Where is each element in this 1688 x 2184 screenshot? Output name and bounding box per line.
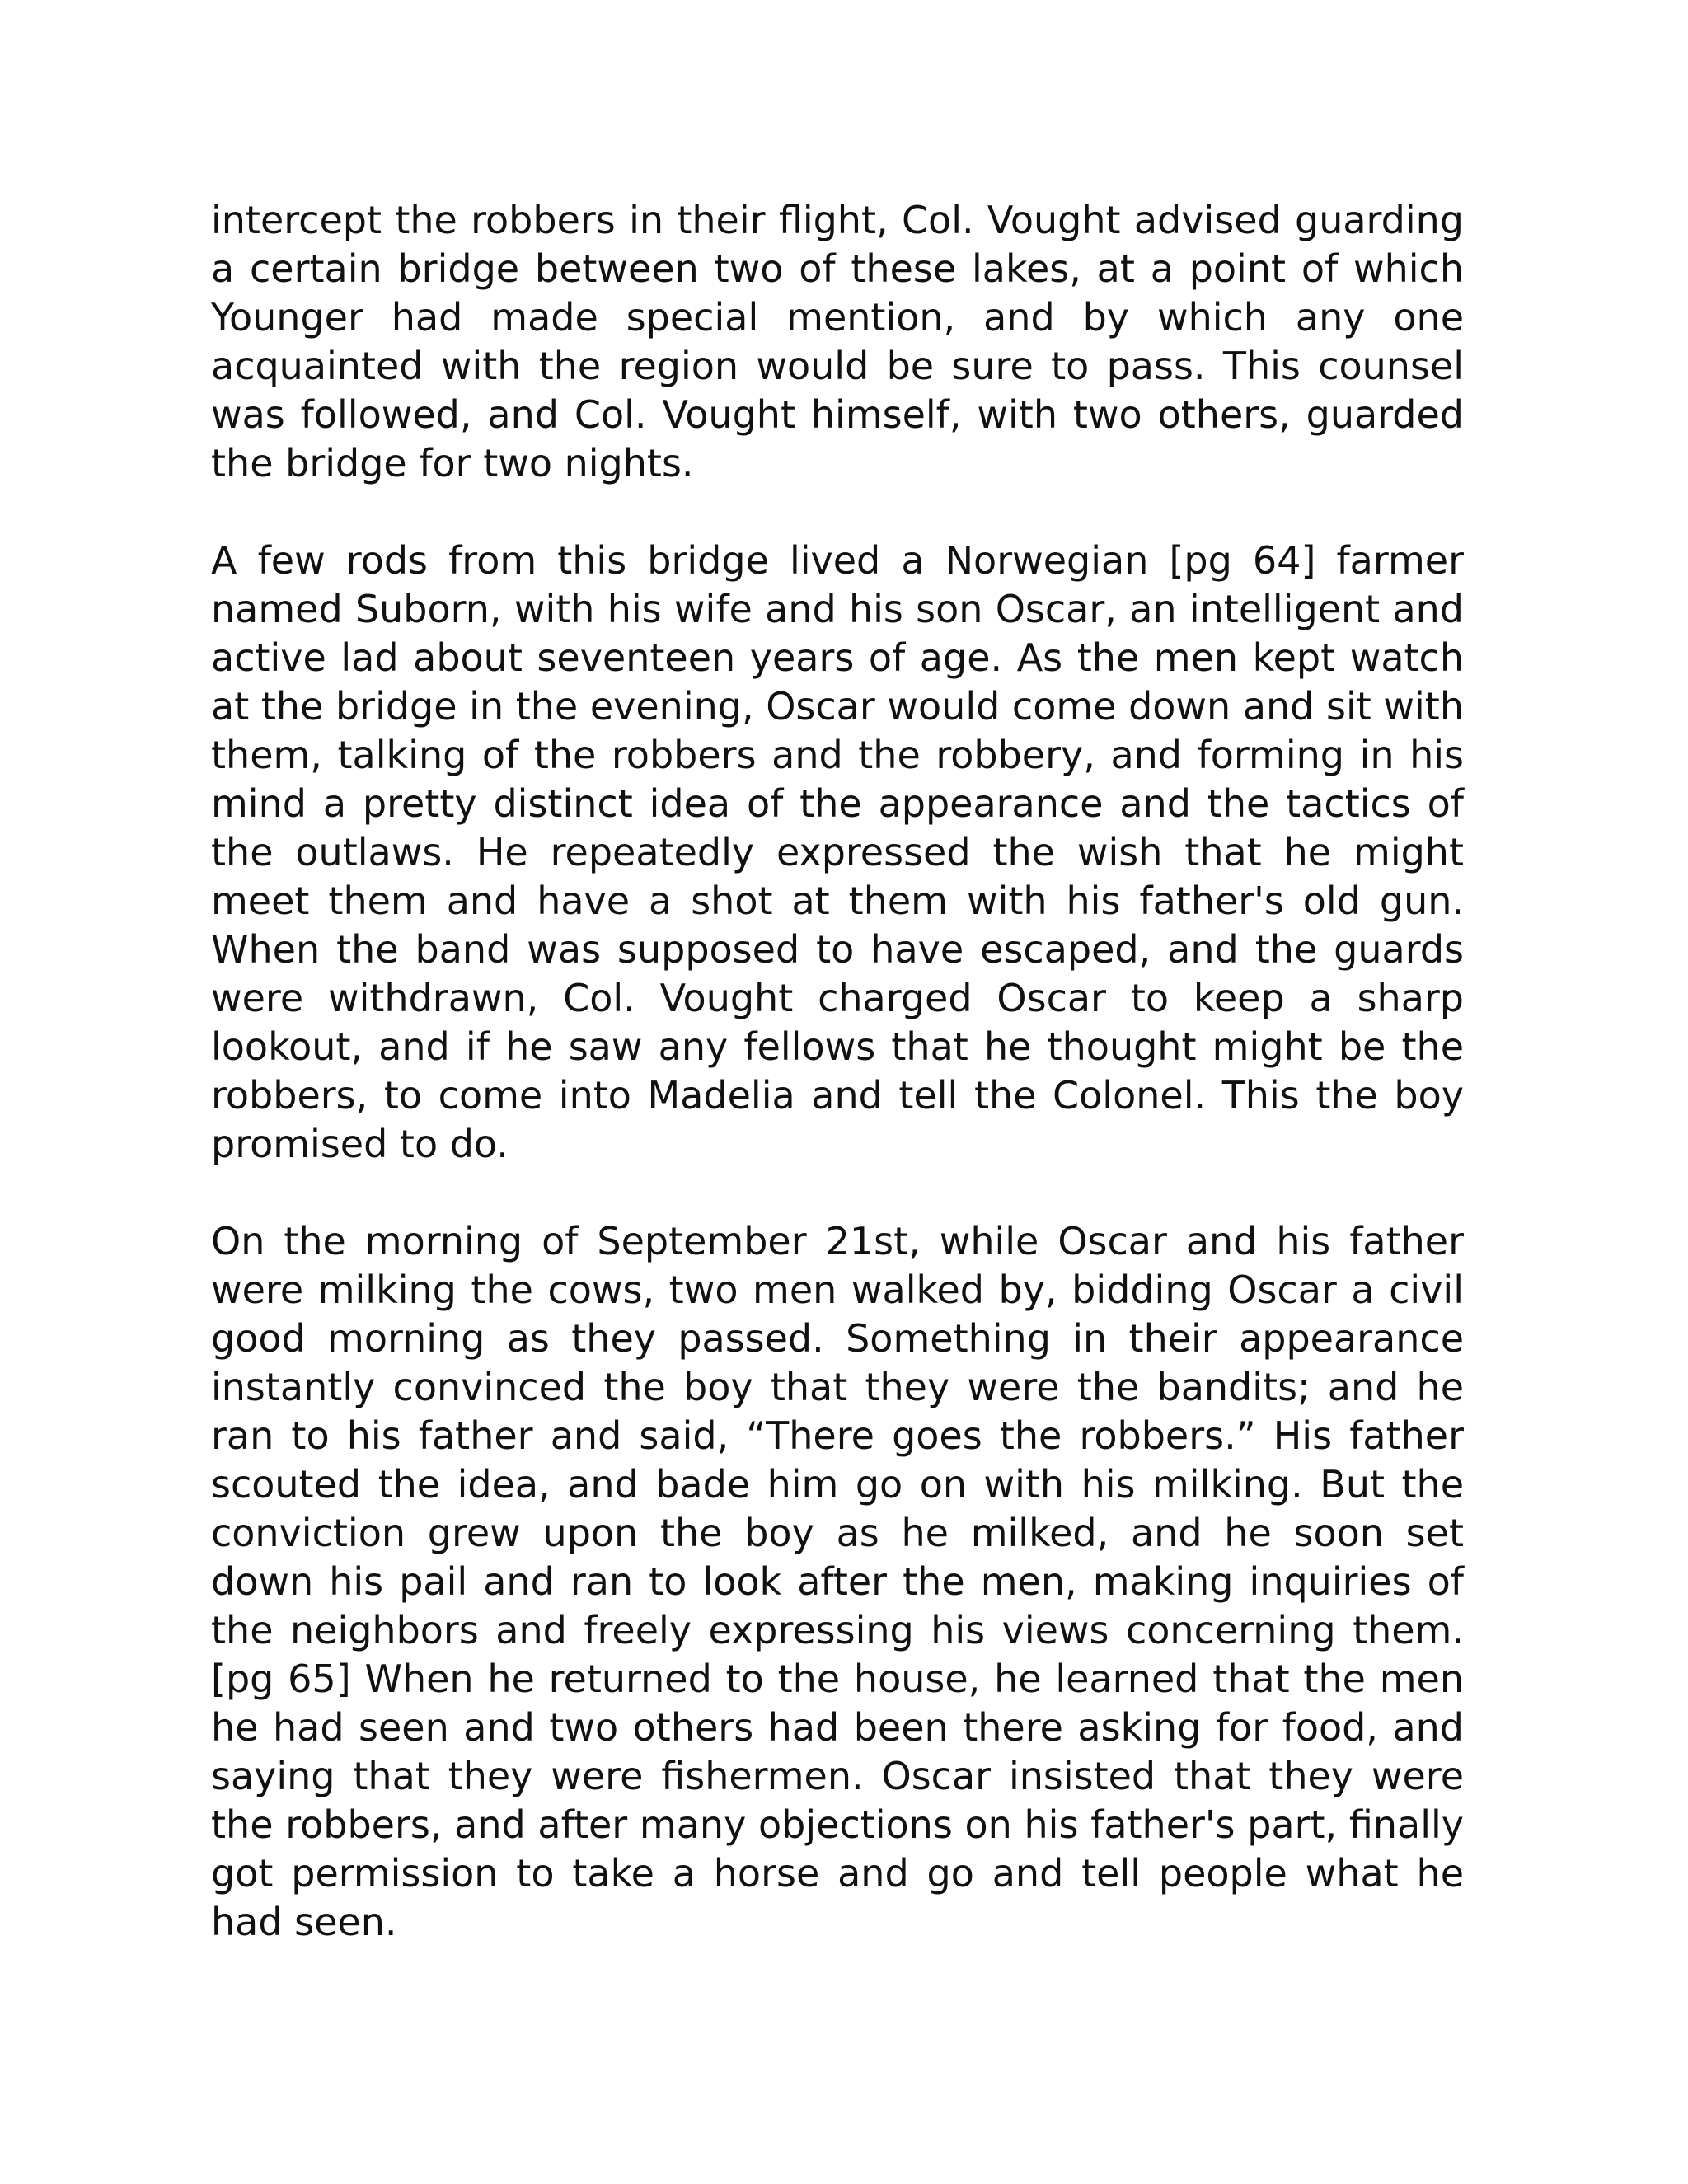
document-page: [211, 196, 1464, 1947]
paragraph-3: On the morning of September 21st, while Oscar and his father were milking the cows, two men walked by, bidding Oscar a civil good morning as they passed. Something in their appearance instantly convinced the boy that they were the bandits; and he ran to his father and said, “There goes the robbers.” His father scouted the idea, and bade him go on with his milking. But the conviction grew upon the boy as he milked, and he soon set down his pail and ran to look after the men, making inquiries of the neighbors and freely expressing his views concerning them. [pg 65] When he returned to the house, he learned that the men he had seen and two others had been there asking for food, and saying that they were fishermen. Oscar insisted that they were the robbers, and after many objections on his father's part, finally got permission to take a horse and go and tell people what he had seen.: [211, 1219, 1464, 1944]
paragraph-1: intercept the robbers in their flight, Col. Vought advised guarding a certain bridge between two of these lakes, at a point of which Younger had made special mention, and by which any one acquainted with the region would be sure to pass. This counsel was followed, and Col. Vought himself, with two others, guarded the bridge for two nights.: [211, 198, 1464, 485]
paragraph-2: A few rods from this bridge lived a Norwegian [pg 64] farmer named Suborn, with his wife and his son Oscar, an intelligent and active lad about seventeen years of age. As the men kept watch at the bridge in the evening, Oscar would come down and sit with them, talking of the robbers and the robbery, and forming in his mind a pretty distinct idea of the appearance and the tactics of the outlaws. He repeatedly expressed the wish that he might meet them and have a shot at them with his father's old gun. When the band was supposed to have escaped, and the guards were withdrawn, Col. Vought charged Oscar to keep a sharp lookout, and if he saw any fellows that he thought might be the robbers, to come into Madelia and tell the Colonel. This the boy promised to do.: [211, 538, 1464, 1166]
